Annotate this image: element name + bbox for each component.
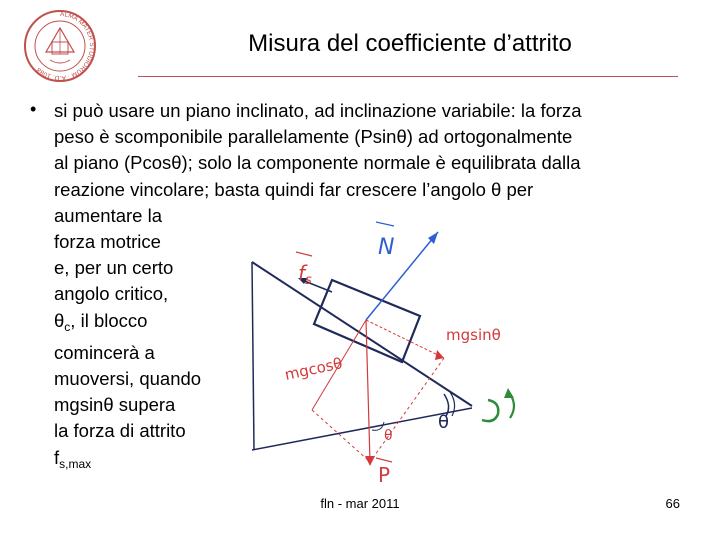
- rotation-indicator: [482, 400, 498, 421]
- friction-label: [298, 261, 312, 288]
- text-line: peso è scomponibile parallelamente (Psinθ) ad ortogonalmente: [54, 126, 573, 148]
- f-subscript: s,max: [59, 456, 92, 471]
- text-line: e, per un certo: [54, 257, 174, 279]
- text-fragment: il blocco: [80, 309, 148, 331]
- friction-label-subscript: s: [305, 273, 312, 288]
- mgsin-dashed: [370, 358, 444, 462]
- incline-vertical: [252, 262, 254, 450]
- f-symbol: f: [54, 446, 60, 468]
- mgcos-dashed: [312, 410, 370, 462]
- mgsin-label: mgsinθ: [446, 326, 501, 344]
- weight-label: P: [378, 463, 391, 487]
- mgsin-arrowhead: [435, 350, 444, 360]
- text-line: mgsinθ supera: [54, 394, 176, 416]
- text-line: la forza di attrito: [54, 420, 186, 442]
- theta-subscript: c: [64, 319, 71, 334]
- mgcos-label: mgcosθ: [283, 354, 345, 384]
- text-line: forza motrice: [54, 231, 161, 253]
- text-line: muoversi, quando: [54, 368, 202, 390]
- text-line: si può usare un piano inclinato, ad inclinazione variabile: la forza: [54, 100, 582, 121]
- bullet-marker: •: [30, 99, 37, 119]
- theta-separator: ,: [70, 309, 76, 331]
- footer-text: fln - mar 2011: [320, 496, 400, 511]
- normal-force-label-vector: [376, 222, 394, 226]
- normal-force-arrow: [366, 232, 438, 320]
- weight-arrow: [366, 320, 370, 462]
- rotation-arrowhead: [504, 388, 514, 398]
- university-seal-logo: [22, 8, 98, 84]
- text-line: comincerà a: [54, 341, 155, 363]
- text-line: angolo critico,: [54, 283, 169, 305]
- incline-surface: [252, 262, 472, 406]
- friction-label-vector: [296, 252, 312, 256]
- normal-force-label: N: [378, 235, 395, 260]
- svg-text:ALMA MATER STUDIORUM · A.D. 10: ALMA MATER STUDIORUM · A.D. 1088: [35, 10, 96, 82]
- page-number: 66: [665, 496, 680, 511]
- angle-label-weight: θ: [384, 428, 393, 444]
- text-line: aumentare la: [54, 204, 162, 226]
- weight-label-vector: [376, 458, 392, 462]
- angle-label: θ: [438, 412, 450, 433]
- page-title: Misura del coefficiente d’attrito: [248, 30, 572, 57]
- inclined-plane-diagram: [232, 210, 532, 500]
- text-line: al piano (Pcosθ); solo la componente normale è equilibrata dalla: [54, 152, 581, 174]
- theta-symbol: θ: [54, 309, 65, 331]
- friction-label-symbol: f: [298, 261, 306, 285]
- title-divider: [138, 76, 678, 77]
- text-line: reazione vincolare; basta quindi far crescere l’angolo θ per: [54, 178, 534, 200]
